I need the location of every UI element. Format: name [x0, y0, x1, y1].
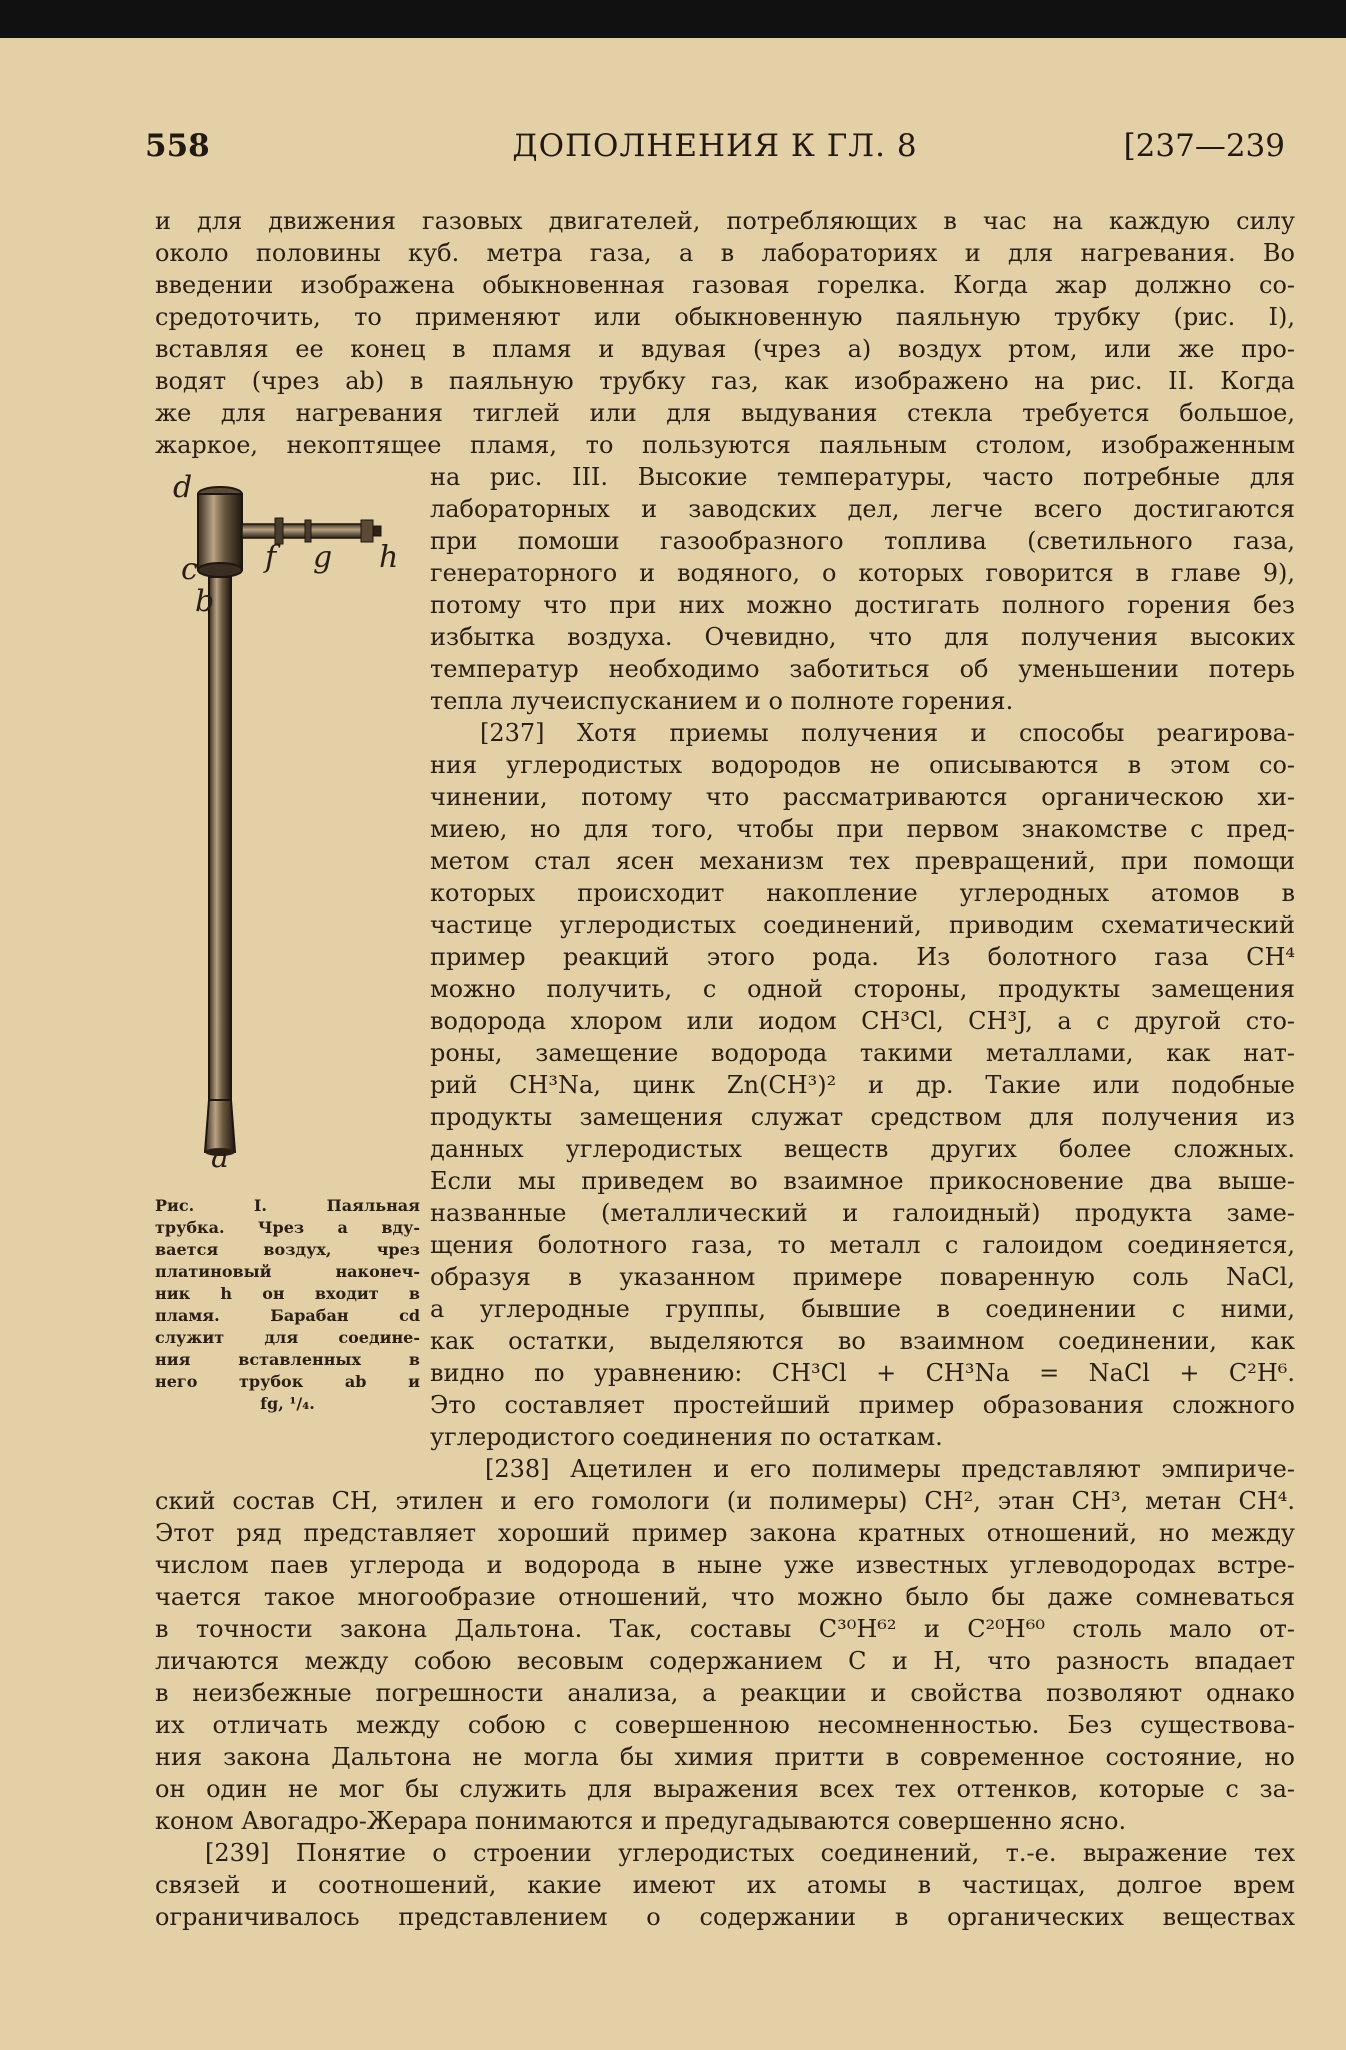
figure-label-d: d — [173, 470, 193, 505]
figure-label-c: c — [181, 552, 198, 587]
figure-caption-line: платиновый наконеч- — [155, 1262, 420, 1281]
text-line: потому что при них можно достигать полного горения без — [430, 591, 1295, 619]
text-line: их отличать между собою с совершенною несомненностью. Без существова- — [155, 1711, 1295, 1739]
text-line: около половины куб. метра газа, а в лабораториях и для нагревания. Во — [155, 239, 1295, 267]
text-line: чается такое многообразие отношений, что можно было бы даже сомневаться — [155, 1583, 1295, 1611]
paragraph-238-start: [238] Ацетилен и его полимеры представляют эмпириче- — [485, 1455, 1295, 1483]
text-line: Этот ряд представляет хороший пример закона кратных отношений, но между — [155, 1519, 1295, 1547]
text-line: введении изображена обыкновенная газовая горелка. Когда жар должно со- — [155, 271, 1295, 299]
text-line: пример реакций этого рода. Из болотного газа CH⁴ — [430, 943, 1295, 971]
text-line: и для движения газовых двигателей, потребляющих в час на каждую силу — [155, 207, 1295, 235]
figure-label-g: g — [313, 540, 333, 575]
page-number: 558 — [145, 128, 210, 164]
text-line: названные (металлический и галоидный) продукта заме- — [430, 1199, 1295, 1227]
figure-caption-line: пламя. Барабан cd — [155, 1306, 420, 1325]
page-header — [145, 122, 1285, 174]
equation-line: видно по уравнению: CH³Cl + CH³Na = NaCl + C²H⁶. — [430, 1359, 1295, 1387]
text-line: можно получить, с одной стороны, продукты замещения — [430, 975, 1295, 1003]
text-line: же для нагревания тиглей или для выдувания стекла требуется большое, — [155, 399, 1295, 427]
text-line: коном Авогадро-Жерара понимаются и предугадываются совершенно ясно. — [155, 1807, 1127, 1835]
text-line: щения болотного газа, то металл с галоидом соединяется, — [430, 1231, 1295, 1259]
running-head: ДОПОЛНЕНИЯ К ГЛ. 8 — [512, 128, 918, 164]
text-line: метом стал ясен механизм тех превращений, при помощи — [430, 847, 1295, 875]
figure-caption-line: fg, ¹/₄. — [260, 1394, 315, 1413]
figure-caption-line: вается воздух, чрез — [155, 1240, 420, 1259]
text-line: углеродистого соединения по остаткам. — [430, 1423, 943, 1451]
text-line: роны, замещение водорода такими металлами, как нат- — [430, 1039, 1295, 1067]
text-line: генераторного и водяного, о которых говорится в главе 9), — [430, 559, 1295, 587]
text-line: водят (чрез ab) в паяльную трубку газ, как изображено на рис. II. Когда — [155, 367, 1295, 395]
text-line: лабораторных и заводских дел, легче всего достигаются — [430, 495, 1295, 523]
text-line: личаются между собою весовым содержанием C и H, что разность впадает — [155, 1647, 1296, 1675]
figure-caption-line: ния вставленных в — [155, 1350, 420, 1369]
figure-caption-line: Рис. I. Паяльная — [155, 1196, 420, 1215]
text-line: в неизбежные погрешности анализа, а реакции и свойства позволяют однако — [155, 1679, 1295, 1707]
text-line: при помоши газообразного топлива (светильного газа, — [430, 527, 1295, 555]
text-line: жаркое, некоптящее пламя, то пользуются паяльным столом, изображенным — [155, 431, 1295, 459]
text-line: температур необходимо заботиться об уменьшении потерь — [430, 655, 1295, 683]
text-line: связей и соотношений, какие имеют их атомы в частицах, долгое врем — [155, 1871, 1295, 1899]
scan-border — [0, 0, 1346, 38]
text-line: вставляя ее конец в пламя и вдувая (чрез a) воздух ртом, или же про- — [155, 335, 1295, 363]
text-line: на рис. III. Высокие температуры, часто потребные для — [430, 463, 1295, 491]
text-line: миею, но для того, чтобы при первом знакомстве с пред- — [430, 815, 1295, 843]
text-line: водорода хлором или иодом CH³Cl, CH³J, а с другой сто- — [430, 1007, 1295, 1035]
section-range: [237—239 — [1123, 128, 1285, 164]
text-line: как остатки, выделяются во взаимном соединении, как — [430, 1327, 1295, 1355]
figure-label-f: f — [265, 540, 277, 575]
text-line: ния закона Дальтона не могла бы химия притти в современное состояние, но — [155, 1743, 1295, 1771]
paragraph-237-start: [237] Хотя приемы получения и способы реагирова- — [480, 719, 1295, 747]
figure-label-a: a — [211, 1140, 229, 1175]
text-line: в точности закона Дальтона. Так, составы C³⁰H⁶² и C²⁰H⁶⁰ столь мало от- — [155, 1615, 1295, 1643]
paragraph-239-start: [239] Понятие о строении углеродистых соединений, т.-е. выражение тех — [205, 1839, 1295, 1867]
text-line: числом паев углерода и водорода в ныне уже известных углеводородах встре- — [155, 1551, 1295, 1579]
text-line: Если мы приведем во взаимное прикосновение два выше- — [430, 1167, 1295, 1195]
text-line: чинении, потому что рассматриваются органическою хи- — [430, 783, 1295, 811]
text-line: средоточить, то применяют или обыкновенную паяльную трубку (рис. I), — [155, 303, 1295, 331]
text-line: данных углеродистых веществ других более сложных. — [430, 1135, 1295, 1163]
text-line: избытка воздуха. Очевидно, что для получения высоких — [430, 623, 1295, 651]
figure-caption-line: него трубок ab и — [155, 1372, 420, 1391]
text-line: которых происходит накопление углеродных атомов в — [430, 879, 1295, 907]
figure-caption-line: трубка. Чрез a вду- — [155, 1218, 420, 1237]
figure-caption-line: служит для соедине- — [155, 1328, 420, 1347]
text-line: он один не мог бы служить для выражения всех тех оттенков, которые с за- — [155, 1775, 1295, 1803]
text-line: частице углеродистых соединений, приводим схематический — [430, 911, 1295, 939]
figure-caption-line: ник h он входит в — [155, 1284, 420, 1303]
text-line: рий CH³Na, цинк Zn(CH³)² и др. Такие или подобные — [430, 1071, 1295, 1099]
figure-label-b: b — [195, 584, 215, 619]
figure-label-h: h — [379, 540, 399, 575]
text-line: а углеродные группы, бывшие в соединении с ними, — [430, 1295, 1295, 1323]
text-line: образуя в указанном примере поваренную соль NaCl, — [430, 1263, 1295, 1291]
text-line: продукты замещения служат средством для получения из — [430, 1103, 1295, 1131]
text-line: ния углеродистых водородов не описываются в этом со- — [430, 751, 1295, 779]
text-line: ограничивалось представлением о содержании в органических веществах — [155, 1903, 1295, 1931]
text-line: ский состав CH, этилен и его гомологи (и полимеры) CH², этан CH³, метан CH⁴. — [155, 1487, 1295, 1515]
blowpipe-figure — [165, 470, 415, 1180]
text-line: Это составляет простейший пример образования сложного — [430, 1391, 1295, 1419]
text-line: тепла лучеиспусканием и о полноте горения. — [430, 687, 1014, 715]
